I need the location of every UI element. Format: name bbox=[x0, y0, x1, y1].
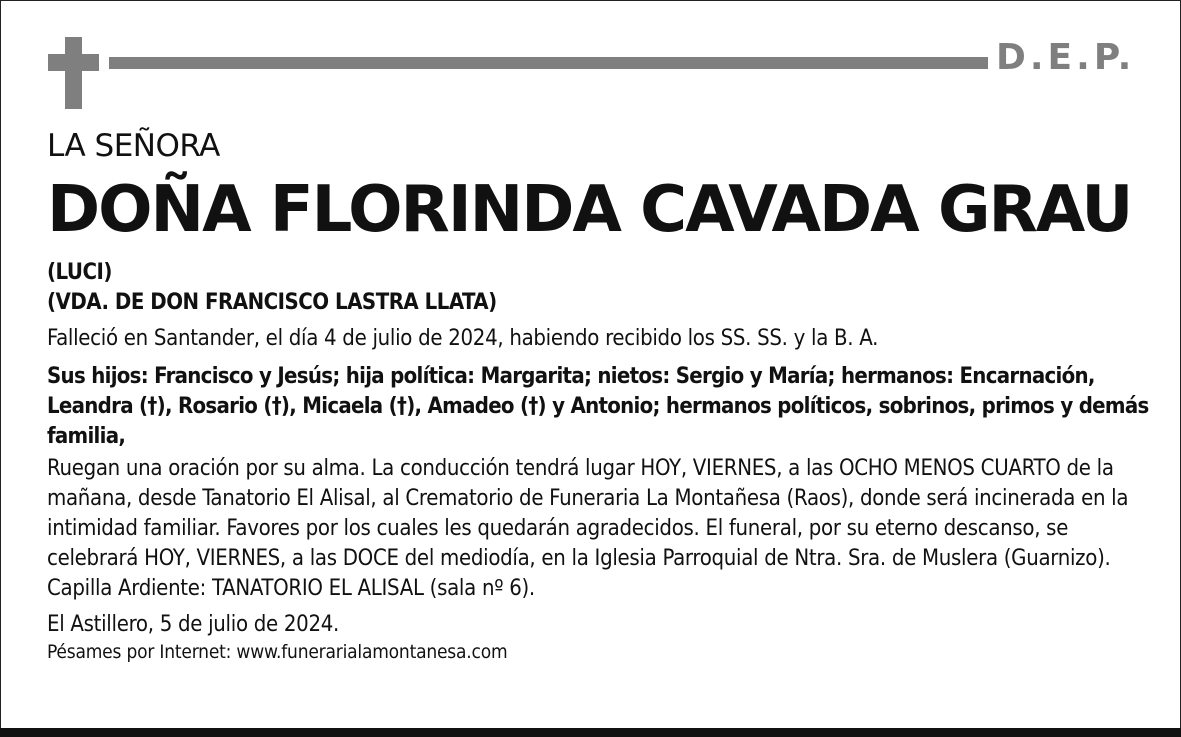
family-list: Sus hijos: Francisco y Jesús; hija política: Margarita; nietos: Sergio y María; hermanos: Encarnación, Leandra (†), Rosario (†), Micaela (†), Amadeo (†) y Antonio; hermanos políticos, sobrinos, primos y demás familia, bbox=[47, 364, 1149, 449]
cross-icon-arm bbox=[48, 54, 99, 71]
service-info: Ruegan una oración por su alma. La conducción tendrá lugar HOY, VIERNES, a las OCHO MENOS CUARTO de la mañana, desde Tanatorio El Alisal, al Crematorio de Funeraria La Montañesa (Raos), donde será incinerada en la intimidad familiar. Favores por los cuales les quedarán agradecidos. El funeral, por su eterno descanso, se celebrará HOY, VIERNES, a las DOCE del mediodía, en la Iglesia Parroquial de Ntra. Sra. de Muslera (Guarnizo). Capilla Ardiente: TANATORIO EL ALISAL (sala nº 6). bbox=[47, 456, 1129, 601]
condolences-link[interactable]: Pésames por Internet: www.funerarialamontanesa.com bbox=[47, 641, 508, 663]
widow-of: (VDA. DE DON FRANCISCO LASTRA LLATA) bbox=[47, 290, 497, 315]
place-date: El Astillero, 5 de julio de 2024. bbox=[47, 612, 340, 637]
cross-icon bbox=[65, 37, 82, 109]
bottom-border bbox=[0, 728, 1181, 737]
deceased-name: DOÑA FLORINDA CAVADA GRAU bbox=[47, 173, 1132, 247]
honorific-label: LA SEÑORA bbox=[47, 128, 220, 164]
alias: (LUCI) bbox=[47, 260, 112, 285]
obituary-content bbox=[47, 124, 1157, 664]
header-rule bbox=[109, 57, 988, 69]
dep-label: D.E.P. bbox=[996, 37, 1136, 78]
death-notice: Falleció en Santander, el día 4 de julio de 2024, habiendo recibido los SS. SS. y la B. A. bbox=[47, 326, 879, 351]
